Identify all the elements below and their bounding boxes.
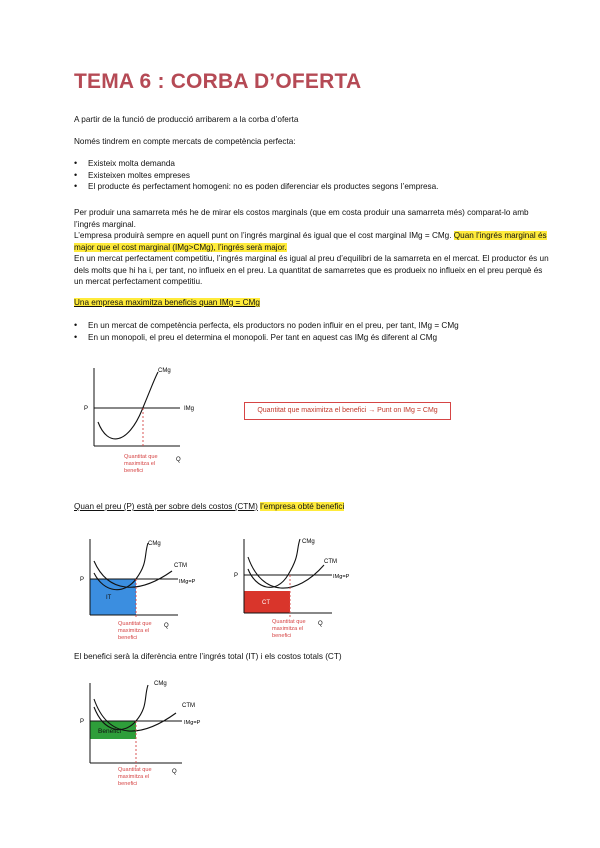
annotation-line-1: Quantitat que [118, 621, 152, 627]
competencia-intro: Només tindrem en compte mercats de competència perfecta: [74, 137, 296, 146]
section2-heading [74, 501, 554, 513]
cmg-label: CMg [148, 541, 161, 547]
img-label: IMg=P [333, 574, 350, 580]
cmg-curve [248, 539, 300, 587]
p-label: P [80, 719, 85, 725]
p-label: P [80, 577, 85, 583]
annotation-line-3: benefici [124, 468, 144, 474]
img-label: IMg [184, 406, 195, 412]
annotation-line-2: maximitza el [124, 461, 156, 467]
ctm-label: CTM [174, 563, 187, 569]
annotation-line-1: Quantitat que [124, 454, 158, 460]
ctm-label: CTM [182, 703, 195, 709]
paragraph-equilibrium [74, 230, 549, 253]
q-label: Q [318, 621, 323, 627]
q-label: Q [164, 623, 169, 629]
img-label: IMg=P [179, 579, 196, 585]
intro-text: A partir de la funció de producció arribarem a la corba d’oferta [74, 115, 299, 124]
it-area-label: IT [106, 595, 112, 601]
maximize-rule-line [74, 297, 554, 309]
p-label: P [84, 406, 89, 412]
chart-it [78, 533, 208, 648]
chart-benefici [78, 677, 218, 797]
highlight-img-cmg: Quan l’ingrés marginal és major que el cost marginal (IMg>CMg), l’ingrés serà major. [74, 231, 547, 252]
ct-area-label: CT [262, 600, 270, 606]
q-label: Q [176, 457, 181, 463]
cmg-curve [98, 372, 158, 439]
benefici-area-label: Benefici [98, 728, 122, 735]
list-item: • El producte és perfectament homogeni: no es poden diferenciar els productes segons l’empresa. [74, 181, 544, 193]
cmg-label: CMg [302, 539, 315, 545]
annotation-line-1: Quantitat que [272, 619, 306, 625]
section2-highlight: l’empresa obté benefici [260, 502, 345, 511]
annotation-line-3: benefici [272, 633, 292, 639]
bullet-list-market [74, 158, 544, 193]
p-label: P [234, 573, 239, 579]
chart-ct [232, 533, 362, 648]
paragraph-cost: Per produir una samarreta més he de mirar els costos marginals (que em costa produir una samarreta més) comparat-lo amb l’ingrés marginal. [74, 208, 529, 229]
ctm-curve [248, 557, 324, 588]
ctm-label: CTM [324, 559, 337, 565]
bullet-list-monopoly [74, 320, 544, 343]
annotation-line-2: maximitza el [118, 628, 150, 634]
paragraph-equilibrium-text: L’empresa produirà sempre en aquell punt on l’ingrés marginal és igual que el cost marginal IMg = CMg. [74, 231, 454, 240]
list-item: • En un mercat de competència perfecta, els productors no poden influir en el preu, per tant, IMg = CMg [74, 320, 544, 332]
list-item: • Existeix molta demanda [74, 158, 544, 170]
cmg-label: CMg [154, 681, 167, 687]
page-title: TEMA 6 : CORBA D’OFERTA [74, 70, 362, 93]
annotation-line-3: benefici [118, 635, 138, 641]
chart-img-cmg [78, 360, 208, 485]
callout-box: Quantitat que maximitza el benefici → Punt on IMg = CMg [244, 402, 451, 420]
list-item: • En un monopoli, el preu el determina el monopoli. Per tant en aquest cas IMg és diferent al CMg [74, 332, 544, 344]
it-area [90, 579, 136, 615]
section3-text: El benefici serà la diferència entre l’ingrés total (IT) i els costos totals (CT) [74, 652, 342, 661]
annotation-line-3: benefici [118, 781, 138, 787]
img-label: IMg=P [184, 720, 201, 726]
section2-underlined: Quan el preu (P) està per sobre dels costos (CTM) [74, 502, 258, 511]
q-label: Q [172, 769, 177, 775]
list-item: • Existeixen moltes empreses [74, 170, 544, 182]
cmg-label: CMg [158, 368, 171, 374]
paragraph-competitive: En un mercat perfectament competitiu, l’ingrés marginal és igual al preu d’equilibri de la samarreta en el mercat. El productor és un dels molts que hi ha i, per tant, no influeix en el preu. La quantitat de samarretes que es produeix no influeix en el preu perquè és un mercat perfectament competitiu. [74, 254, 549, 286]
maximize-rule: Una empresa maximitza beneficis quan IMg = CMg [74, 298, 260, 307]
annotation-line-2: maximitza el [272, 626, 304, 632]
annotation-line-1: Quantitat que [118, 767, 152, 773]
annotation-line-2: maximitza el [118, 774, 150, 780]
